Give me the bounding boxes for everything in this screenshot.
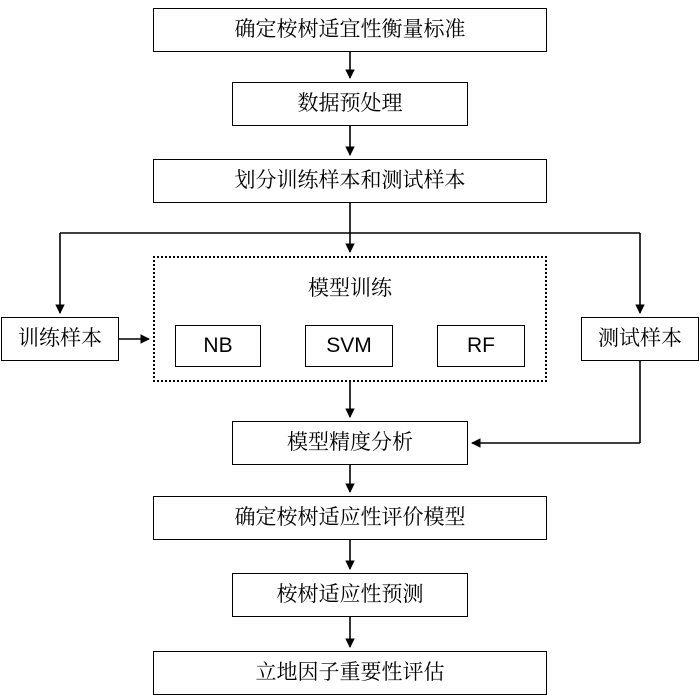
node-model-nb[interactable]: NB [175, 325, 261, 367]
node-test-sample[interactable]: 测试样本 [581, 317, 699, 361]
node-factor-importance[interactable]: 立地因子重要性评估 [153, 651, 547, 695]
node-model-rf[interactable]: RF [437, 325, 525, 367]
node-training-sample[interactable]: 训练样本 [1, 317, 119, 361]
node-criteria[interactable]: 确定桉树适宜性衡量标准 [153, 8, 547, 52]
node-split-samples[interactable]: 划分训练样本和测试样本 [153, 159, 547, 203]
node-accuracy-analysis[interactable]: 模型精度分析 [232, 421, 468, 465]
node-model-svm[interactable]: SVM [305, 325, 393, 367]
node-model-definition[interactable]: 确定桉树适应性评价模型 [153, 496, 547, 540]
model-training-label: 模型训练 [308, 277, 392, 300]
node-suitability-prediction[interactable]: 桉树适应性预测 [232, 573, 468, 617]
node-preprocess[interactable]: 数据预处理 [232, 82, 468, 126]
